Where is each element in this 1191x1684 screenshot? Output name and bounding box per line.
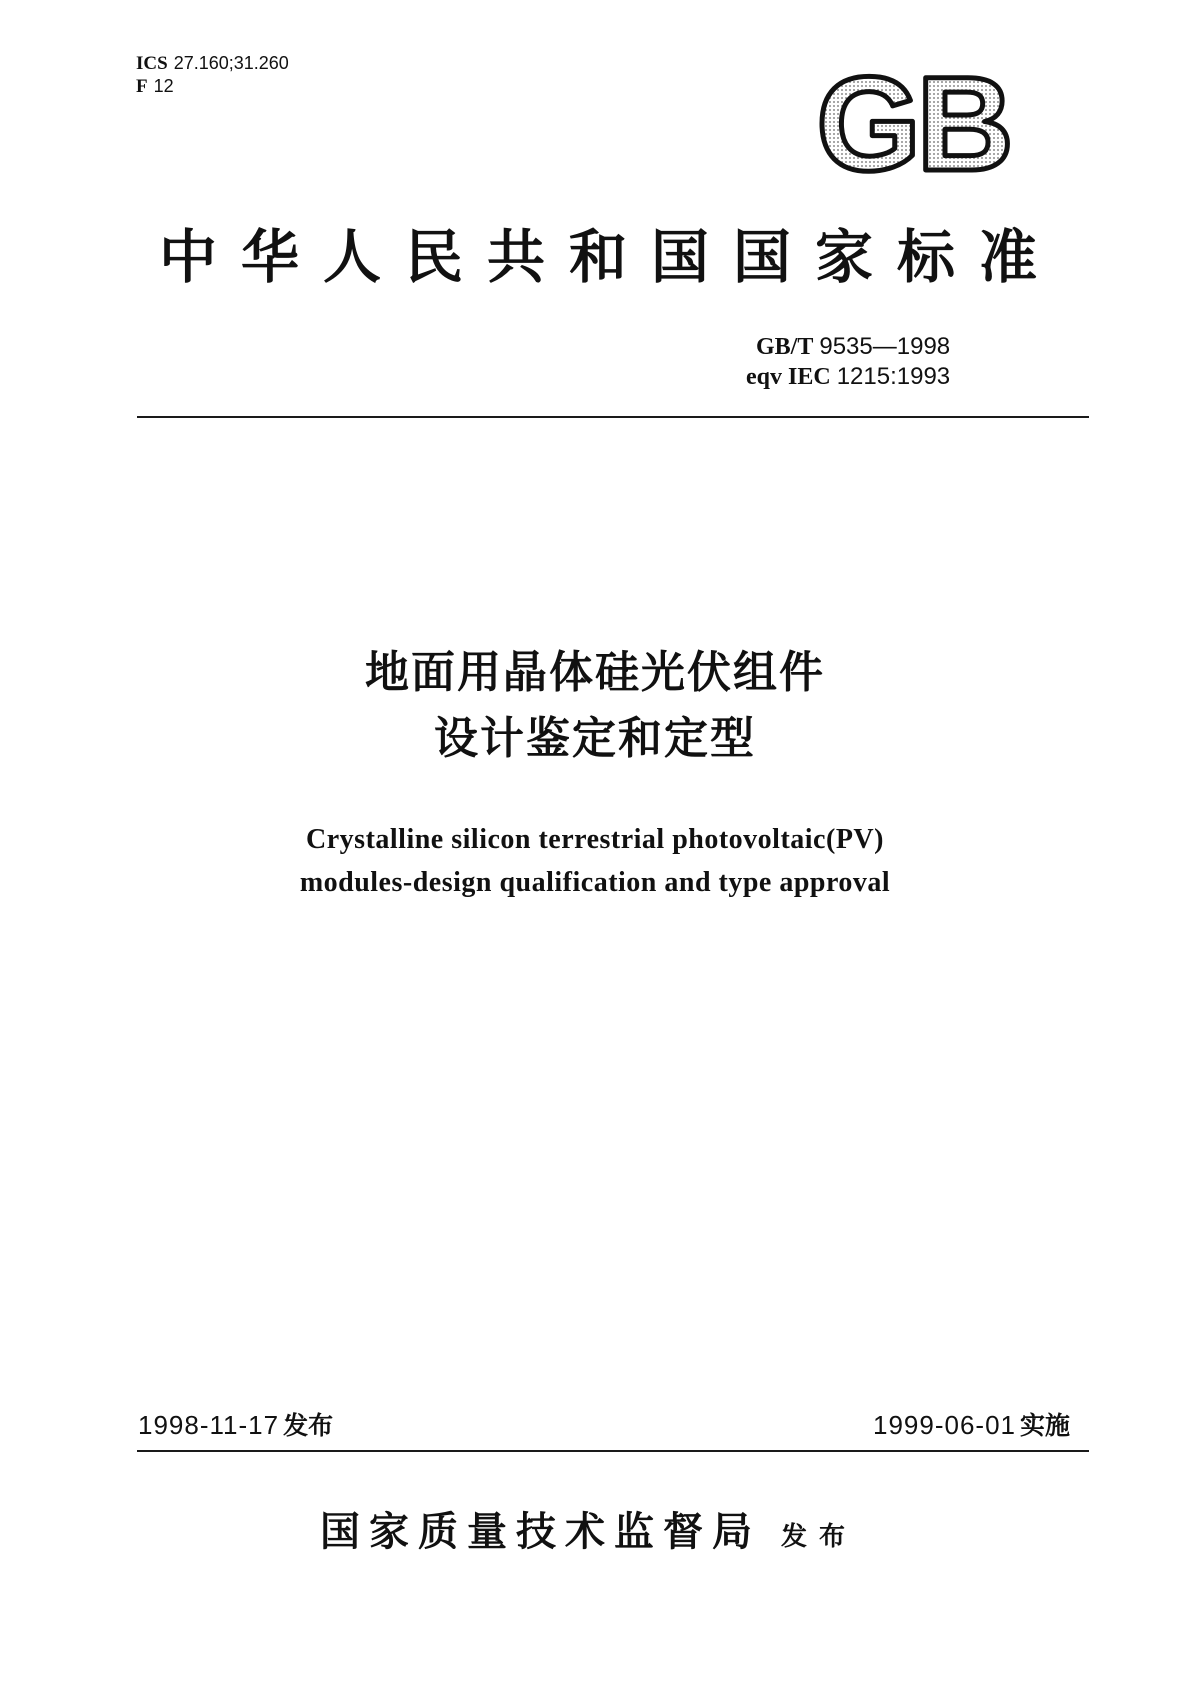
effective-date-label: 实施 — [1020, 1411, 1071, 1440]
ics-value: 27.160;31.260 — [173, 53, 289, 73]
chinese-title-line-1: 地面用晶体硅光伏组件 — [365, 647, 825, 698]
standard-code — [756, 332, 950, 362]
effective-date-value: 1999-06-01 — [873, 1410, 1016, 1440]
effective-date — [873, 1408, 1070, 1443]
ccs-code — [136, 75, 289, 98]
english-title-line-1: Crystalline silicon terrestrial photovoltaic(PV) — [306, 824, 884, 855]
equivalence-code — [746, 362, 950, 392]
standard-code-number: 9535—1998 — [819, 333, 951, 360]
chinese-title-line-2: 设计鉴定和定型 — [434, 713, 756, 764]
equivalence-number: 1215:1993 — [836, 363, 951, 390]
issue-date — [138, 1408, 333, 1443]
bottom-divider — [137, 1450, 1089, 1452]
publisher — [320, 1500, 857, 1572]
publisher-suffix: 发布 — [781, 1522, 858, 1552]
gb-logo-text: GB — [816, 64, 1010, 184]
english-title-line-2: modules-design qualification and type approval — [299, 867, 891, 898]
chinese-title — [195, 640, 995, 772]
english-title — [190, 818, 1000, 904]
standard-code-prefix: GB/T — [756, 334, 814, 360]
top-divider — [137, 416, 1089, 418]
issue-date-label: 发布 — [283, 1411, 334, 1440]
publisher-name: 国家质量技术监督局 — [320, 1508, 761, 1555]
classification-codes — [136, 52, 289, 98]
ccs-label: F — [136, 76, 148, 97]
ics-label: ICS — [136, 53, 168, 74]
ics-code — [136, 52, 289, 75]
gb-logo — [808, 64, 1018, 184]
standard-category-title: 中华人民共和国国家标准 — [158, 223, 1061, 291]
ccs-value: 12 — [153, 76, 174, 96]
equivalence-prefix: eqv IEC — [746, 364, 831, 390]
standard-code-block — [746, 332, 951, 392]
issue-date-value: 1998-11-17 — [138, 1410, 280, 1440]
